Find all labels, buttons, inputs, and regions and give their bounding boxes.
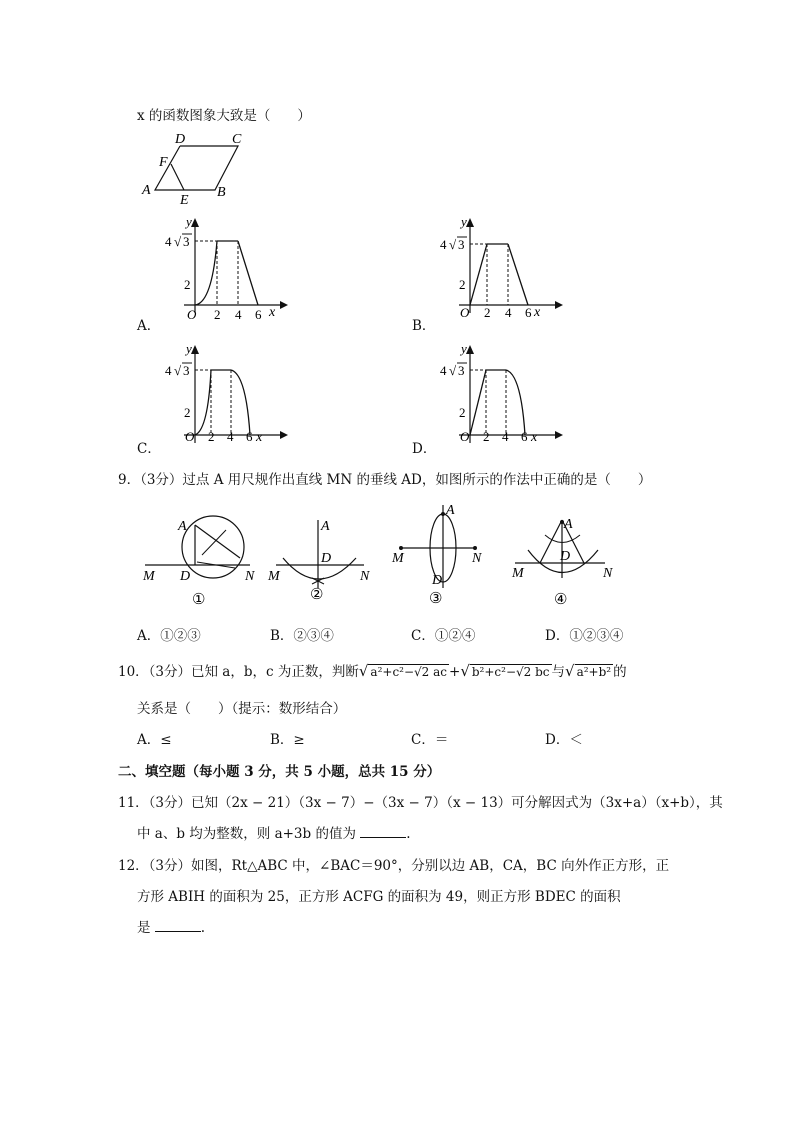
- svg-text:x: x: [269, 305, 276, 320]
- q10-expr3: a²+b²: [576, 665, 612, 679]
- svg-text:A: A: [321, 519, 330, 534]
- svg-text:x: x: [534, 305, 541, 320]
- svg-text:2: 2: [184, 277, 191, 292]
- q9-figure-4: [510, 510, 620, 610]
- q9-figure-2: [268, 510, 378, 610]
- svg-text:O: O: [460, 429, 470, 444]
- q9-option-c: C．①②④: [411, 628, 476, 644]
- svg-text:4: 4: [235, 307, 242, 322]
- q11-line2: 中 a、b 均为整数，则 a+3b 的值为: [137, 826, 356, 842]
- label-D: D: [175, 132, 186, 147]
- q12-line3-wrap: [137, 916, 205, 936]
- q11-line1: 11．（3分）已知（2x − 21）（3x − 7）−（3x − 7）（x − 13）可分解因式为（3x+a）（x+b），其: [118, 795, 723, 811]
- q9-figure-3: [388, 500, 498, 610]
- svg-text:A: A: [446, 503, 455, 518]
- label-F: F: [159, 155, 168, 170]
- svg-text:D: D: [560, 549, 571, 564]
- option-c-label: C．: [137, 441, 161, 457]
- label-C: C: [232, 132, 242, 147]
- svg-text:M: M: [392, 551, 404, 566]
- svg-text:②: ②: [310, 587, 324, 603]
- q12-answer-blank[interactable]: [155, 919, 201, 932]
- q10-option-b: B．≥: [270, 732, 305, 748]
- q11-line2-wrap: [137, 822, 411, 842]
- svg-text:√: √: [449, 237, 457, 252]
- q10-option-d: D．＜: [545, 732, 583, 748]
- q10-of: 的: [613, 664, 627, 680]
- svg-text:2: 2: [483, 429, 490, 444]
- radical-icon: √: [358, 662, 369, 680]
- q10-with: 与: [551, 664, 566, 680]
- svg-text:x: x: [256, 430, 263, 445]
- svg-text:√: √: [449, 363, 457, 378]
- q10-stem-line2: 关系是（ ）（提示：数形结合）: [137, 701, 347, 717]
- svg-text:4: 4: [440, 363, 447, 378]
- q10-option-c: C．＝: [411, 732, 449, 748]
- svg-text:O: O: [185, 429, 195, 444]
- svg-text:N: N: [603, 566, 613, 581]
- label-A: A: [142, 183, 151, 198]
- svg-text:2: 2: [184, 405, 191, 420]
- graph-d: [435, 340, 565, 450]
- svg-text:M: M: [143, 569, 155, 584]
- svg-text:√: √: [174, 363, 182, 378]
- svg-text:3: 3: [458, 363, 465, 378]
- svg-text:y: y: [186, 341, 192, 356]
- svg-text:y: y: [461, 214, 467, 229]
- label-B: B: [217, 185, 226, 200]
- q9-stem: 9．（3分）过点 A 用尺规作出直线 MN 的垂线 AD，如图所示的作法中正确的是（ ）: [118, 472, 652, 488]
- svg-text:6: 6: [255, 307, 262, 322]
- svg-text:y: y: [186, 214, 192, 229]
- graph-a: [160, 213, 290, 323]
- svg-text:2: 2: [459, 405, 466, 420]
- graph-b: [435, 213, 565, 323]
- q9-option-b: B．②③④: [270, 628, 334, 644]
- q10-expr1: a²+c²−√2 ac: [370, 665, 447, 679]
- svg-text:6: 6: [525, 305, 532, 320]
- svg-text:M: M: [512, 566, 524, 581]
- svg-text:4: 4: [440, 237, 447, 252]
- svg-text:4: 4: [227, 429, 234, 444]
- q10-stem-a: 10．（3分）已知 a，b，c 为正数，判断: [118, 664, 359, 680]
- svg-text:O: O: [187, 307, 197, 322]
- q10-plus: +: [449, 664, 461, 680]
- svg-text:A: A: [564, 517, 573, 532]
- svg-text:x: x: [531, 430, 538, 445]
- svg-text:2: 2: [459, 277, 466, 292]
- svg-text:√: √: [174, 234, 182, 249]
- svg-text:3: 3: [183, 234, 190, 249]
- svg-text:3: 3: [183, 363, 190, 378]
- q12-end: .: [200, 920, 206, 936]
- q8-stem-tail: x 的函数图象大致是（ ）: [137, 108, 311, 124]
- svg-text:2: 2: [214, 307, 221, 322]
- svg-text:④: ④: [554, 592, 568, 608]
- q11-answer-blank[interactable]: [360, 825, 406, 838]
- svg-text:O: O: [460, 305, 470, 320]
- svg-text:2: 2: [208, 429, 215, 444]
- svg-text:D: D: [180, 569, 191, 584]
- q10-stem-line1: [118, 660, 627, 680]
- option-b-label: B．: [412, 318, 436, 334]
- q12-line3: 是: [137, 920, 151, 936]
- svg-text:A: A: [178, 519, 187, 534]
- svg-text:6: 6: [521, 429, 528, 444]
- svg-text:D: D: [321, 551, 332, 566]
- radical-icon: √: [460, 662, 470, 680]
- q9-option-a: A．①②③: [137, 628, 201, 644]
- svg-text:N: N: [245, 569, 255, 584]
- graph-c: [160, 340, 290, 450]
- svg-text:y: y: [461, 341, 467, 356]
- svg-text:M: M: [268, 569, 280, 584]
- svg-text:①: ①: [192, 592, 206, 608]
- svg-text:4: 4: [502, 429, 509, 444]
- q12-line2: 方形 ABIH 的面积为 25，正方形 ACFG 的面积为 49，则正方形 BDEC 的面积: [137, 889, 621, 905]
- q11-end: .: [406, 826, 411, 842]
- svg-text:4: 4: [165, 363, 172, 378]
- q8-parallelogram-figure: [140, 130, 250, 208]
- q10-expr2: b²+c²−√2 bc: [471, 665, 550, 679]
- svg-text:3: 3: [458, 237, 465, 252]
- svg-text:2: 2: [484, 305, 491, 320]
- svg-text:4: 4: [165, 234, 172, 249]
- q9-figure-1: [140, 510, 270, 610]
- section-title: 二、填空题（每小题 3 分，共 5 小题，总共 15 分）: [118, 764, 441, 780]
- svg-text:N: N: [360, 569, 370, 584]
- q12-line1: 12．（3分）如图，Rt△ABC 中，∠BAC＝90°，分别以边 AB，CA，BC 向外作正方形，正: [118, 858, 670, 874]
- svg-text:③: ③: [429, 591, 443, 607]
- svg-text:N: N: [472, 551, 482, 566]
- label-E: E: [180, 193, 189, 208]
- option-a-label: A．: [137, 318, 161, 334]
- option-d-label: D．: [412, 441, 437, 457]
- svg-text:6: 6: [246, 429, 253, 444]
- q10-option-a: A．≤: [137, 732, 172, 748]
- radical-icon: √: [565, 662, 575, 680]
- svg-text:D: D: [432, 573, 443, 588]
- q9-option-d: D．①②③④: [545, 628, 624, 644]
- svg-text:4: 4: [505, 305, 512, 320]
